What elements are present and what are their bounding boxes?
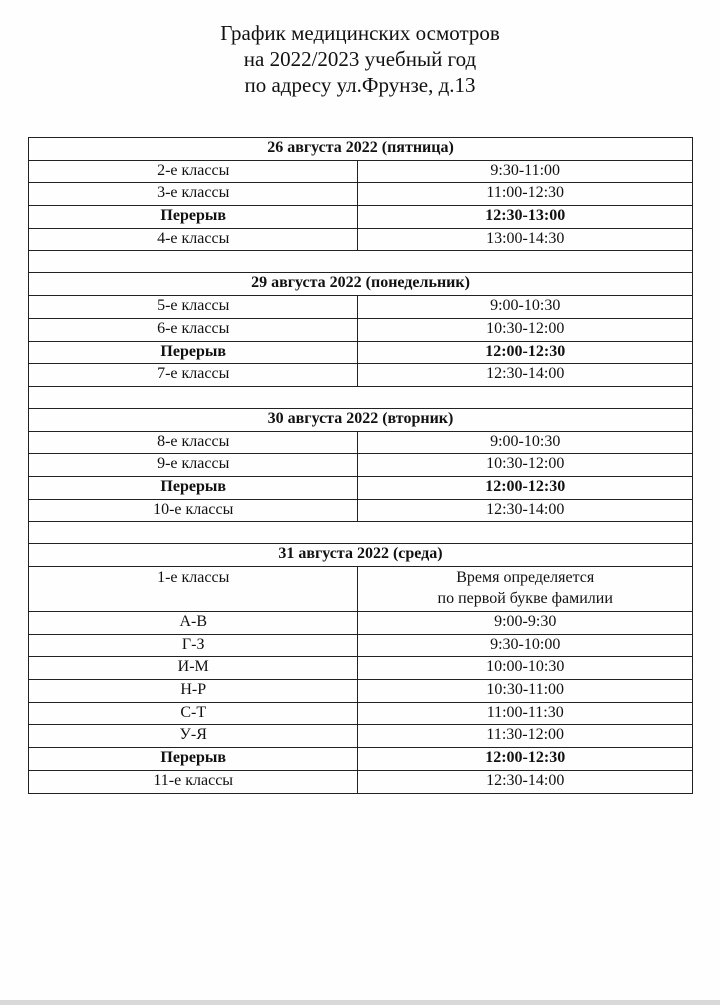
table-row (29, 228, 693, 251)
time-cell: 10:30-11:00 (358, 680, 693, 703)
table-row (29, 431, 693, 454)
time-cell: 9:00-10:30 (358, 296, 693, 319)
time-cell: 10:30-12:00 (358, 318, 693, 341)
time-cell: 10:00-10:30 (358, 657, 693, 680)
break-label-cell: Перерыв (29, 748, 358, 771)
spacer-cell (29, 251, 693, 273)
time-note-line-2: по первой букве фамилии (437, 590, 613, 607)
class-group-cell: 10-е классы (29, 499, 358, 522)
table-row (29, 680, 693, 703)
table-row (29, 454, 693, 477)
class-group-cell: 5-е классы (29, 296, 358, 319)
time-cell: 11:00-11:30 (358, 702, 693, 725)
class-group-cell: 9-е классы (29, 454, 358, 477)
table-row (29, 657, 693, 680)
class-group-cell: 11-е классы (29, 770, 358, 793)
break-time-cell: 12:30-13:00 (358, 206, 693, 229)
day-header-row (29, 408, 693, 431)
time-cell: 12:30-14:00 (358, 364, 693, 387)
break-row (29, 206, 693, 229)
break-row (29, 341, 693, 364)
title-line-1: График медицинских осмотров (220, 21, 500, 45)
break-time-cell: 12:00-12:30 (358, 748, 693, 771)
class-group-cell: 4-е классы (29, 228, 358, 251)
time-cell: 9:30-11:00 (358, 160, 693, 183)
table-row (29, 364, 693, 387)
time-cell: 9:00-10:30 (358, 431, 693, 454)
letter-range-cell: И-М (29, 657, 358, 680)
spacer-row (29, 522, 693, 544)
title-line-2: на 2022/2023 учебный год (243, 47, 477, 71)
page-bottom-edge (0, 1000, 720, 1005)
letter-range-cell: Н-Р (29, 680, 358, 703)
title-line-3: по адресу ул.Фрунзе, д.13 (244, 73, 476, 97)
time-cell: 9:00-9:30 (358, 612, 693, 635)
letter-range-cell: Г-З (29, 634, 358, 657)
spacer-cell (29, 386, 693, 408)
break-label-cell: Перерыв (29, 341, 358, 364)
spacer-row (29, 251, 693, 273)
letter-range-cell: С-Т (29, 702, 358, 725)
table-row (29, 183, 693, 206)
letter-range-cell: А-В (29, 612, 358, 635)
schedule-table (28, 137, 693, 794)
spacer-row (29, 386, 693, 408)
time-cell: 11:30-12:00 (358, 725, 693, 748)
break-label-cell: Перерыв (29, 206, 358, 229)
table-row (29, 634, 693, 657)
table-row (29, 160, 693, 183)
day-header: 29 августа 2022 (понедельник) (29, 273, 693, 296)
time-cell: 11:00-12:30 (358, 183, 693, 206)
table-row (29, 770, 693, 793)
day-header-row (29, 273, 693, 296)
class-group-cell: 6-е классы (29, 318, 358, 341)
break-label-cell: Перерыв (29, 476, 358, 499)
table-row (29, 499, 693, 522)
table-row (29, 725, 693, 748)
time-cell: 10:30-12:00 (358, 454, 693, 477)
break-row (29, 476, 693, 499)
table-row (29, 702, 693, 725)
class-group-cell: 7-е классы (29, 364, 358, 387)
time-cell: 13:00-14:30 (358, 228, 693, 251)
time-cell: 9:30-10:00 (358, 634, 693, 657)
class-group-cell: 3-е классы (29, 183, 358, 206)
day-header: 30 августа 2022 (вторник) (29, 408, 693, 431)
day-header-row (29, 544, 693, 567)
day-header-row (29, 138, 693, 161)
time-cell: 12:30-14:00 (358, 770, 693, 793)
time-cell: 12:30-14:00 (358, 499, 693, 522)
time-note-line-1: Время определяется (456, 569, 595, 586)
table-row (29, 318, 693, 341)
letter-range-cell: У-Я (29, 725, 358, 748)
break-time-cell: 12:00-12:30 (358, 341, 693, 364)
day-header: 26 августа 2022 (пятница) (29, 138, 693, 161)
table-row (29, 296, 693, 319)
class-group-cell: 8-е классы (29, 431, 358, 454)
break-row (29, 748, 693, 771)
class-group-cell: 1-е классы (29, 567, 358, 612)
document-title (0, 20, 720, 98)
note-row (29, 567, 693, 612)
day-header: 31 августа 2022 (среда) (29, 544, 693, 567)
class-group-cell: 2-е классы (29, 160, 358, 183)
table-row (29, 612, 693, 635)
break-time-cell: 12:00-12:30 (358, 476, 693, 499)
spacer-cell (29, 522, 693, 544)
time-note-cell (358, 567, 693, 612)
